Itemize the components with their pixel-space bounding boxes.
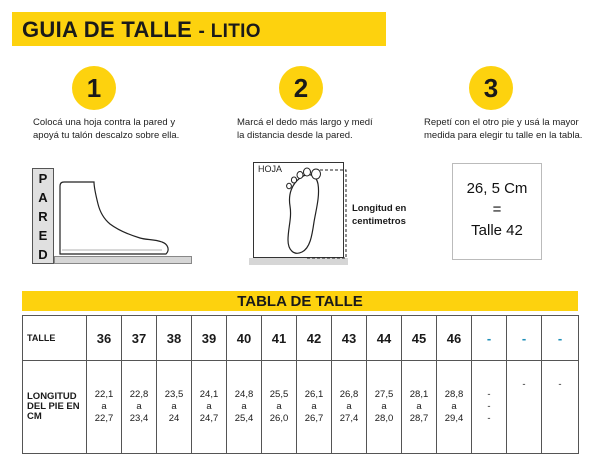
step-2-number: 2 xyxy=(279,66,323,110)
length-sep: a xyxy=(416,401,422,412)
length-max: 27,4 xyxy=(339,413,359,424)
length-min: 25,5 xyxy=(269,389,289,400)
length-max: 28,7 xyxy=(409,413,429,424)
length-max: 24 xyxy=(168,413,180,424)
result-size: Talle 42 xyxy=(471,222,523,239)
wall-letter: E xyxy=(38,228,48,243)
length-cell xyxy=(122,361,157,454)
size-cell: 38 xyxy=(157,316,192,361)
length-label-line: LONGITUD xyxy=(27,391,77,402)
length-max: 26,0 xyxy=(269,413,289,424)
length-max: 29,4 xyxy=(444,413,464,424)
size-row-label: TALLE xyxy=(23,316,87,361)
length-cell-empty xyxy=(507,361,542,454)
length-min: 26,1 xyxy=(304,389,324,400)
length-cell-empty xyxy=(542,361,579,454)
size-cell-empty: - xyxy=(542,316,579,361)
title-main: GUIA DE TALLE xyxy=(22,17,193,42)
length-row xyxy=(23,361,579,454)
length-dash: - xyxy=(522,379,526,390)
size-cell: 43 xyxy=(332,316,367,361)
length-cell xyxy=(297,361,332,454)
wall-letter: P xyxy=(38,171,48,186)
page-title xyxy=(22,17,261,43)
length-line-1: Longitud en xyxy=(352,203,407,214)
length-sep: a xyxy=(451,401,457,412)
step-1-number: 1 xyxy=(72,66,116,110)
step-3-line-1: Repetí con el otro pie y usá la mayor xyxy=(424,117,579,128)
step-3-number: 3 xyxy=(469,66,513,110)
length-sep: a xyxy=(136,401,142,412)
step-1-line-2: apoyá tu talón descalzo sobre ella. xyxy=(33,130,180,141)
foot-side-icon xyxy=(54,178,174,258)
length-max: 26,7 xyxy=(304,413,324,424)
length-cell xyxy=(332,361,367,454)
length-cell xyxy=(157,361,192,454)
length-cell xyxy=(227,361,262,454)
step-2-line-2: la distancia desde la pared. xyxy=(237,130,353,141)
length-dash: - xyxy=(487,413,491,424)
length-row-label xyxy=(23,361,87,454)
length-line-2: centimetros xyxy=(352,216,406,227)
length-min: 24,8 xyxy=(234,389,254,400)
length-min: 28,1 xyxy=(409,389,429,400)
size-cell-empty: - xyxy=(507,316,542,361)
step-3-line-2: medida para elegir tu talle en la tabla. xyxy=(424,130,583,141)
length-max: 25,4 xyxy=(234,413,254,424)
title-subtitle: - LITIO xyxy=(198,21,261,42)
length-label-line: CM xyxy=(27,411,42,422)
length-sep: a xyxy=(276,401,282,412)
length-cell xyxy=(402,361,437,454)
size-cell: 45 xyxy=(402,316,437,361)
length-sep: a xyxy=(101,401,107,412)
size-cell: 42 xyxy=(297,316,332,361)
length-sep: a xyxy=(311,401,317,412)
wall-letter: D xyxy=(38,247,48,262)
length-min: 24,1 xyxy=(199,389,219,400)
result-measure: 26, 5 Cm xyxy=(466,180,528,197)
length-min: 26,8 xyxy=(339,389,359,400)
length-sep: a xyxy=(381,401,387,412)
size-cell: 46 xyxy=(437,316,472,361)
length-sep: a xyxy=(346,401,352,412)
length-sep: a xyxy=(206,401,212,412)
length-cell xyxy=(367,361,402,454)
size-table xyxy=(22,315,579,454)
step-3-text xyxy=(424,116,582,142)
length-cell xyxy=(192,361,227,454)
sheet-label: HOJA xyxy=(258,164,283,174)
length-label xyxy=(352,202,406,228)
size-cell: 39 xyxy=(192,316,227,361)
length-min: 27,5 xyxy=(374,389,394,400)
length-cell-empty xyxy=(472,361,507,454)
size-cell: 40 xyxy=(227,316,262,361)
size-row xyxy=(23,316,579,361)
step-2-line-1: Marcá el dedo más largo y medí xyxy=(237,117,373,128)
size-cell: 36 xyxy=(87,316,122,361)
length-dash: - xyxy=(558,379,562,390)
size-cell: 44 xyxy=(367,316,402,361)
size-cell-empty: - xyxy=(472,316,507,361)
step-1-text xyxy=(33,116,179,142)
length-max: 28,0 xyxy=(374,413,394,424)
length-dash: - xyxy=(487,389,491,400)
length-label-line: DEL PIE EN xyxy=(27,401,80,412)
size-cell: 41 xyxy=(262,316,297,361)
length-max: 23,4 xyxy=(129,413,149,424)
length-min: 22,8 xyxy=(129,389,149,400)
length-max: 22,7 xyxy=(94,413,114,424)
step-2-text xyxy=(237,116,373,142)
length-max: 24,7 xyxy=(199,413,219,424)
wall-panel xyxy=(32,168,54,264)
length-sep: a xyxy=(241,401,247,412)
result-equals: = xyxy=(492,201,502,218)
length-cell xyxy=(87,361,122,454)
length-cell xyxy=(437,361,472,454)
length-cell xyxy=(262,361,297,454)
footprint-icon xyxy=(276,166,352,260)
size-cell: 37 xyxy=(122,316,157,361)
length-min: 23,5 xyxy=(164,389,184,400)
length-dash: - xyxy=(487,401,491,412)
length-min: 22,1 xyxy=(94,389,114,400)
step-1-line-1: Colocá una hoja contra la pared y xyxy=(33,117,176,128)
wall-letter: R xyxy=(38,209,48,224)
length-min: 28,8 xyxy=(444,389,464,400)
wall-letter: A xyxy=(38,190,48,205)
length-sep: a xyxy=(171,401,177,412)
table-title: TABLA DE TALLE xyxy=(237,293,363,310)
